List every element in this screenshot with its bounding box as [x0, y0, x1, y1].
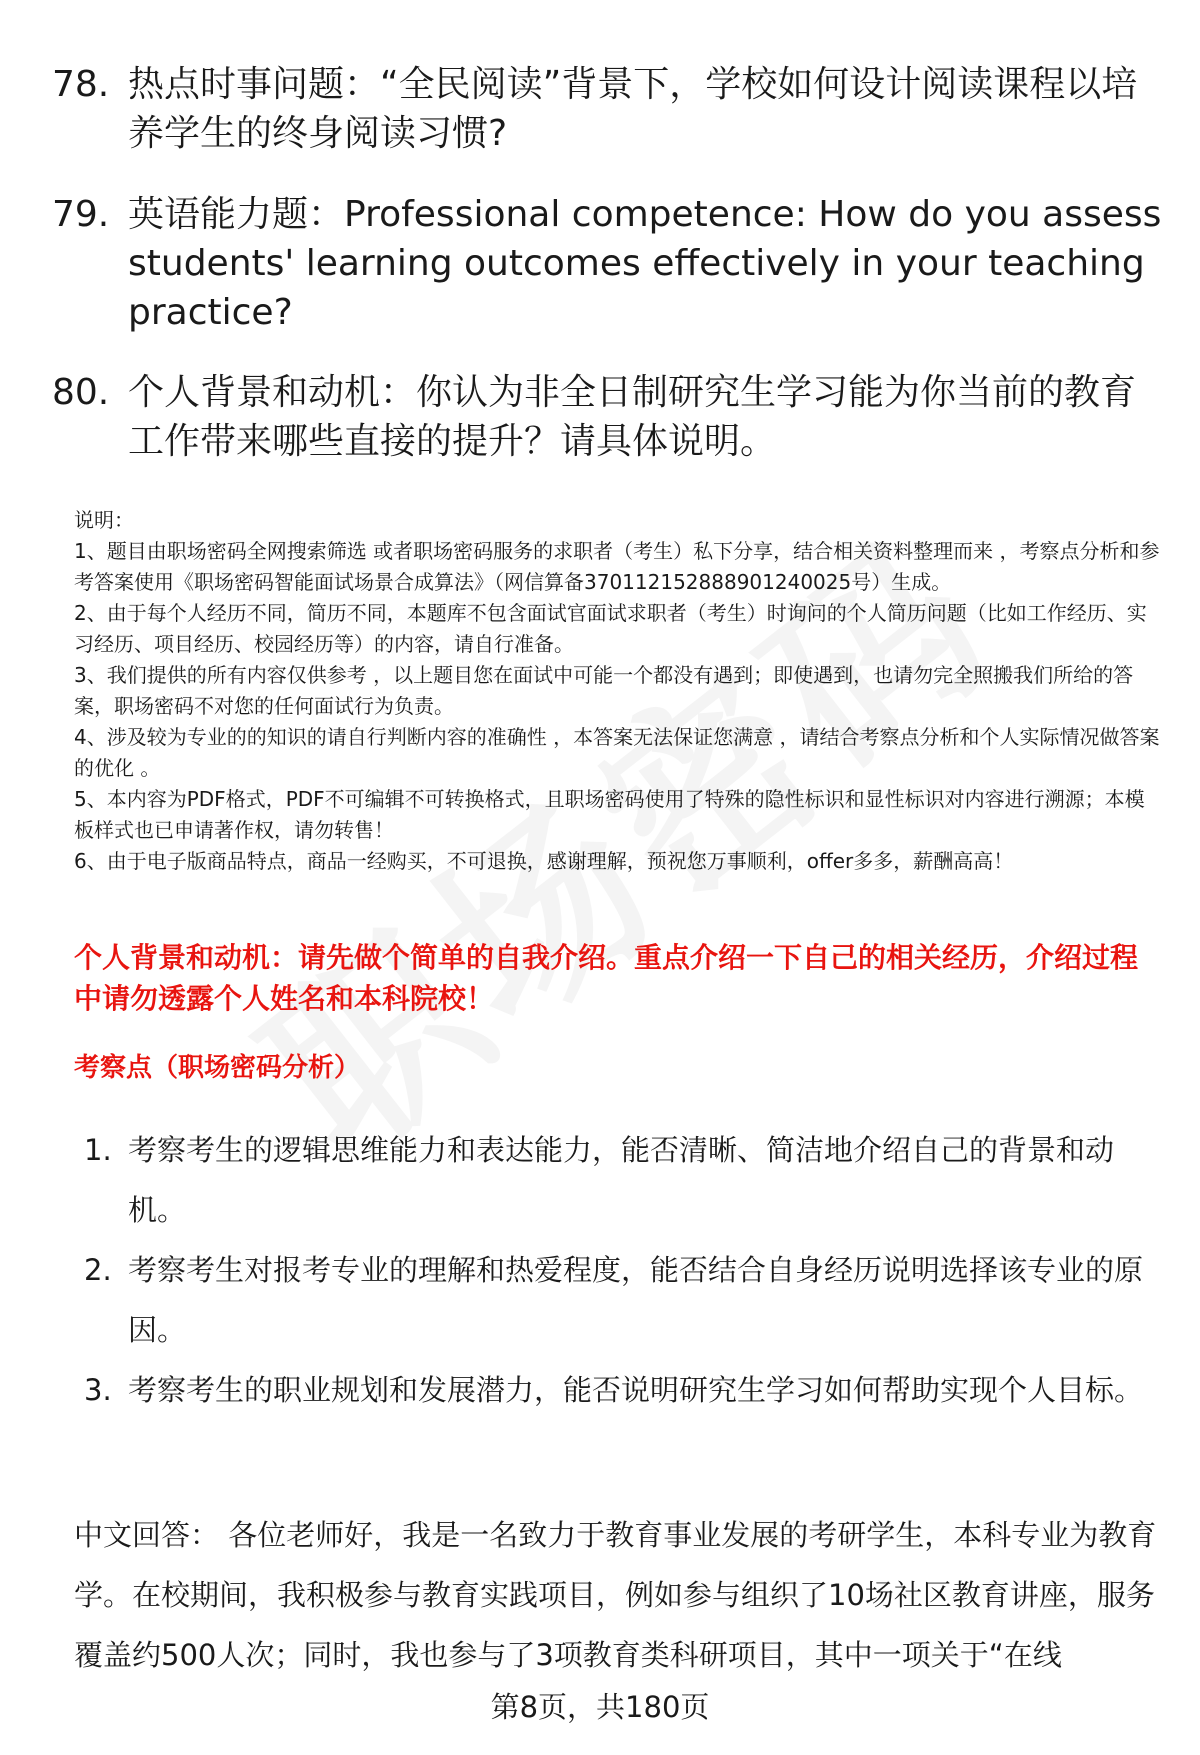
- point-text: 考察考生对报考专业的理解和热爱程度，能否结合自身经历说明选择该专业的原因。: [128, 1253, 1144, 1347]
- page-footer: 第8页，共180页: [490, 1690, 710, 1724]
- point-number: 3.: [84, 1373, 112, 1407]
- section-subtitle: 考察点（职场密码分析）: [74, 1053, 361, 1083]
- list-item: [84, 1120, 1164, 1240]
- list-item: [84, 1360, 1164, 1420]
- question-number: 80.: [52, 372, 110, 413]
- question-number: 78.: [52, 64, 110, 105]
- section-title: 个人背景和动机：请先做个简单的自我介绍。重点介绍一下自己的相关经历，介绍过程中请勿透露个人姓名和本科院校！: [74, 941, 1139, 1015]
- question-78: [52, 60, 1162, 158]
- assessment-points: [84, 1120, 1164, 1420]
- question-number: 79.: [52, 194, 110, 235]
- question-80: [52, 368, 1162, 466]
- note-item: 4、涉及较为专业的的知识的请自行判断内容的准确性 ，本答案无法保证您满意 ，请结合考察点分析和个人实际情况做答案的优化 。: [74, 725, 1160, 780]
- note-item: 6、由于电子版商品特点，商品一经购买，不可退换，感谢理解，预祝您万事顺利，offer多多，薪酬高高！: [74, 849, 1014, 873]
- point-number: 2.: [84, 1253, 112, 1287]
- chinese-answer: 中文回答： 各位老师好，我是一名致力于教育事业发展的考研学生，本科专业为教育学。在校期间，我积极参与教育实践项目，例如参与组织了10场社区教育讲座，服务覆盖约500人次；同时，我也参与了3项教育类科研项目，其中一项关于“在线: [74, 1518, 1157, 1672]
- question-text: 英语能力题：Professional competence: How do you assess students' learning outcomes effectively in your teaching practice?: [128, 194, 1162, 333]
- notes-block: [74, 505, 1164, 877]
- question-79: [52, 190, 1162, 337]
- note-item: 3、我们提供的所有内容仅供参考 ，以上题目您在面试中可能一个都没有遇到；即使遇到，也请勿完全照搬我们所给的答案，职场密码不对您的任何面试行为负责。: [74, 663, 1134, 718]
- point-number: 1.: [84, 1133, 112, 1167]
- list-item: [84, 1240, 1164, 1360]
- note-item: 5、本内容为PDF格式，PDF不可编辑不可转换格式，且职场密码使用了特殊的隐性标识和显性标识对内容进行溯源；本模板样式也已申请著作权，请勿转售！: [74, 787, 1145, 842]
- question-text: 个人背景和动机：你认为非全日制研究生学习能为你当前的教育工作带来哪些直接的提升？请具体说明。: [128, 372, 1137, 462]
- point-text: 考察考生的职业规划和发展潜力，能否说明研究生学习如何帮助实现个人目标。: [128, 1373, 1144, 1407]
- note-item: 2、由于每个人经历不同，简历不同，本题库不包含面试官面试求职者（考生）时询问的个人简历问题（比如工作经历、实习经历、项目经历、校园经历等）的内容，请自行准备。: [74, 601, 1147, 656]
- note-item: 1、题目由职场密码全网搜索筛选 或者职场密码服务的求职者（考生）私下分享，结合相关资料整理而来 ，考察点分析和参考答案使用《职场密码智能面试场景合成算法》（网信算备370112152888901240025号）生成。: [74, 539, 1160, 594]
- point-text: 考察考生的逻辑思维能力和表达能力，能否清晰、简洁地介绍自己的背景和动机。: [128, 1133, 1115, 1227]
- question-text: 热点时事问题：“全民阅读”背景下，学校如何设计阅读课程以培养学生的终身阅读习惯?: [128, 64, 1138, 154]
- notes-heading: 说明：: [74, 508, 134, 532]
